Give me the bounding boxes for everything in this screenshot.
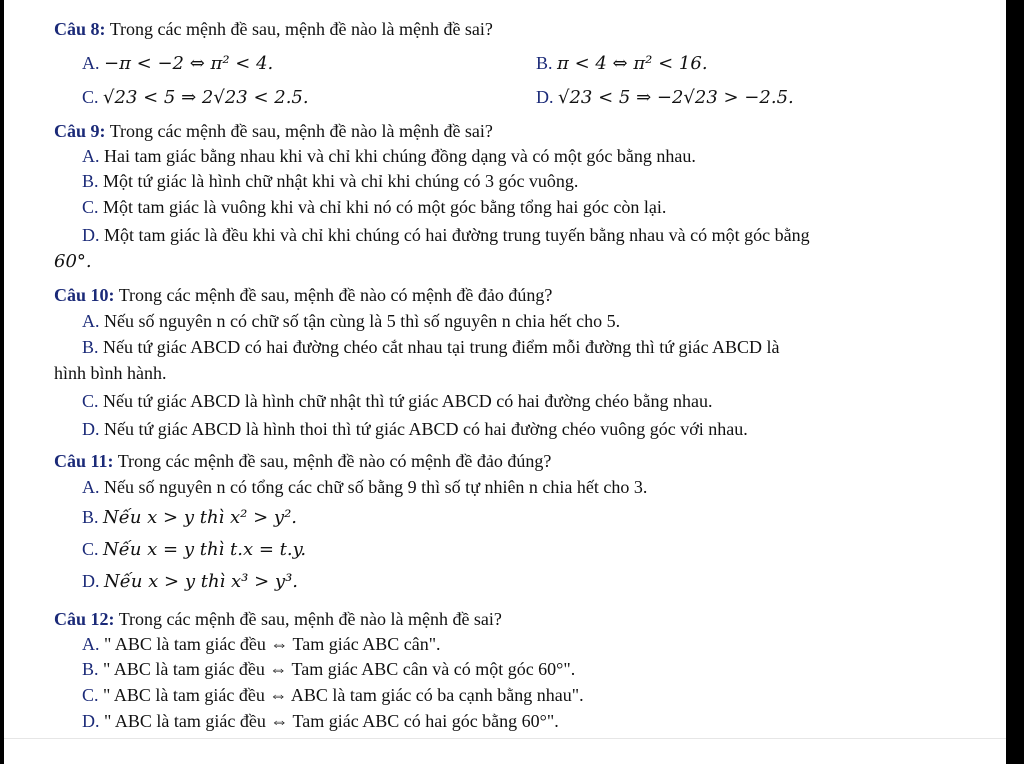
option-text: Một tứ giác là hình chữ nhật khi và chỉ khi chúng có 3 góc vuông.: [103, 171, 579, 191]
q9-option-a[interactable]: [82, 145, 696, 167]
option-letter: C.: [82, 391, 99, 411]
option-letter: C.: [82, 87, 99, 107]
option-letter: D.: [536, 87, 554, 107]
q9-option-c[interactable]: [82, 196, 666, 218]
option-text: Nếu số nguyên n có chữ số tận cùng là 5 thì số nguyên n chia hết cho 5.: [104, 311, 621, 331]
question-text: Trong các mệnh đề sau, mệnh đề nào là mệnh đề sai?: [114, 609, 502, 629]
q12-option-c[interactable]: [82, 684, 584, 706]
option-letter: A.: [82, 311, 100, 331]
option-text-continued: hình bình hành.: [54, 363, 167, 383]
q11-option-c[interactable]: [82, 538, 306, 561]
option-text: Nếu tứ giác ABCD là hình chữ nhật thì tứ giác ABCD có hai đường chéo bằng nhau.: [103, 391, 713, 411]
q10-option-c[interactable]: [82, 390, 712, 412]
q11-option-d[interactable]: [82, 570, 298, 593]
question-text: Trong các mệnh đề sau, mệnh đề nào có mệnh đề đảo đúng?: [114, 285, 553, 305]
option-letter: A.: [82, 53, 100, 73]
option-text: Nếu x > y thì x² > y².: [103, 507, 298, 528]
question-text: Trong các mệnh đề sau, mệnh đề nào là mệnh đề sai?: [105, 121, 493, 141]
option-letter: D.: [82, 419, 100, 439]
option-letter: B.: [82, 171, 99, 191]
q11-option-a[interactable]: [82, 476, 647, 498]
option-letter: C.: [82, 685, 99, 705]
option-letter: B.: [82, 337, 99, 357]
option-text: π < 4 ⇔ π² < 16.: [557, 53, 708, 74]
option-text: " ABC là tam giác đều ⇔ Tam giác ABC cân".: [104, 634, 441, 654]
question-text: Trong các mệnh đề sau, mệnh đề nào có mệnh đề đảo đúng?: [113, 451, 552, 471]
q8-option-a[interactable]: [82, 52, 273, 75]
question-label: Câu 10:: [54, 285, 115, 305]
option-letter: D.: [82, 711, 100, 731]
option-text: Hai tam giác bằng nhau khi và chỉ khi chúng đồng dạng và có một góc bằng nhau.: [104, 146, 696, 166]
option-letter: D.: [82, 225, 100, 245]
q12-option-d[interactable]: [82, 710, 559, 732]
option-text: √23 < 5 ⇒ −2√23 > −2.5.: [558, 87, 794, 108]
question-text: Trong các mệnh đề sau, mệnh đề nào là mệnh đề sai?: [105, 19, 493, 39]
q10-option-d[interactable]: [82, 418, 748, 440]
option-text: Nếu x > y thì x³ > y³.: [104, 571, 299, 592]
option-text: " ABC là tam giác đều ⇔ Tam giác ABC cân và có một góc 60°".: [103, 659, 576, 679]
option-letter: B.: [82, 507, 99, 527]
option-letter: A.: [82, 634, 100, 654]
option-text: " ABC là tam giác đều ⇔ Tam giác ABC có hai góc bằng 60°".: [104, 711, 559, 731]
q9-option-d-continued: [54, 250, 92, 273]
option-letter: C.: [82, 539, 99, 559]
q8-option-b[interactable]: [536, 52, 708, 75]
question-9: [54, 120, 493, 142]
option-letter: C.: [82, 197, 99, 217]
option-letter: A.: [82, 477, 100, 497]
option-text: Một tam giác là đều khi và chỉ khi chúng có hai đường trung tuyến bằng nhau và có một góc bằng: [104, 225, 810, 245]
q8-option-c[interactable]: [82, 86, 309, 109]
document-page: [4, 0, 1006, 764]
question-label: Câu 9:: [54, 121, 106, 141]
question-8: [54, 18, 493, 40]
q10-option-a[interactable]: [82, 310, 620, 332]
question-10: [54, 284, 552, 306]
option-text-continued: 60°.: [54, 251, 92, 272]
bottom-divider: [4, 738, 1006, 739]
option-text: Nếu tứ giác ABCD là hình thoi thì tứ giác ABCD có hai đường chéo vuông góc với nhau.: [104, 419, 748, 439]
q9-option-b[interactable]: [82, 170, 578, 192]
option-text: √23 < 5 ⇒ 2√23 < 2.5.: [103, 87, 309, 108]
option-text: Nếu số nguyên n có tổng các chữ số bằng 9 thì số tự nhiên n chia hết cho 3.: [104, 477, 648, 497]
option-text: " ABC là tam giác đều ⇔ ABC là tam giác có ba cạnh bằng nhau".: [103, 685, 584, 705]
q9-option-d[interactable]: [82, 224, 810, 246]
option-text: Một tam giác là vuông khi và chỉ khi nó có một góc bằng tổng hai góc còn lại.: [103, 197, 667, 217]
q12-option-a[interactable]: [82, 633, 441, 655]
question-label: Câu 8:: [54, 19, 106, 39]
option-text: Nếu tứ giác ABCD có hai đường chéo cắt nhau tại trung điểm mỗi đường thì tứ giác ABCD là: [103, 337, 780, 357]
option-letter: B.: [82, 659, 99, 679]
right-screen-edge: [1006, 0, 1024, 764]
q10-option-b[interactable]: [82, 336, 779, 358]
question-label: Câu 11:: [54, 451, 114, 471]
question-12: [54, 608, 502, 630]
question-11: [54, 450, 551, 472]
q12-option-b[interactable]: [82, 658, 575, 680]
q8-option-d[interactable]: [536, 86, 794, 109]
q10-option-b-continued: [54, 362, 167, 384]
option-text: Nếu x = y thì t.x = t.y.: [103, 539, 307, 560]
option-letter: D.: [82, 571, 100, 591]
option-letter: B.: [536, 53, 553, 73]
option-letter: A.: [82, 146, 100, 166]
option-text: −π < −2 ⇔ π² < 4.: [104, 53, 274, 74]
question-label: Câu 12:: [54, 609, 115, 629]
q11-option-b[interactable]: [82, 506, 297, 529]
